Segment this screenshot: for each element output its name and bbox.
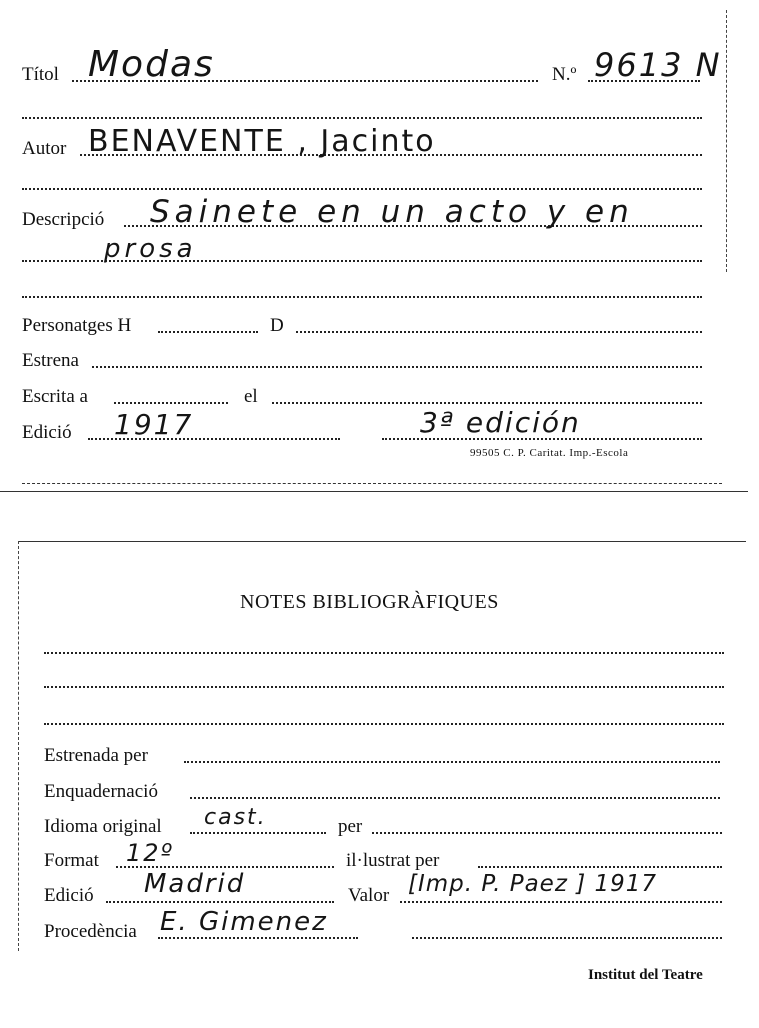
format-value: 12º [126, 839, 174, 867]
catalog-card-back [0, 495, 759, 1028]
idioma-per-label: per [338, 816, 363, 837]
valor-line [400, 901, 722, 903]
catalog-card-front [0, 0, 759, 495]
autor-value: BENAVENTE , Jacinto [88, 124, 436, 159]
estrena-label: Estrena [22, 350, 79, 371]
personatges-d-label: D [270, 315, 284, 336]
escrita-el-line [272, 402, 702, 404]
titol-label: Títol [22, 64, 59, 85]
descripcio-value-2: prosa [104, 234, 197, 264]
escrita-el-label: el [244, 386, 258, 407]
procedencia-value: E. Gimenez [160, 907, 328, 937]
format-label: Format [44, 850, 99, 871]
institution-name: Institut del Teatre [588, 967, 703, 983]
number-label: N.º [552, 64, 577, 85]
estrenada-label: Estrenada per [44, 745, 148, 766]
edicio-label: Edició [22, 422, 72, 443]
personatges-label: Personatges H [22, 315, 132, 336]
idioma-value: cast. [204, 805, 267, 830]
edicio-note: 3ª edición [420, 406, 581, 439]
illustrat-label: il·lustrat per [346, 850, 440, 871]
card2-edicio-label: Edició [44, 885, 94, 906]
blank-line-2 [22, 188, 702, 190]
card2-left-edge [18, 541, 19, 951]
card-bottom-dashes [22, 483, 722, 484]
procedencia-line-right [412, 937, 722, 939]
escrita-a-line [114, 402, 228, 404]
card2-top-edge [18, 541, 746, 542]
printer-imprint: 99505 C. P. Caritat. Imp.-Escola [470, 447, 629, 459]
edicio-value: 1917 [114, 408, 194, 441]
titol-value: Modas [88, 44, 215, 85]
valor-value: [Imp. P. Paez ] 1917 [408, 871, 658, 897]
illustrat-line [478, 866, 722, 868]
personatges-d-line [296, 331, 702, 333]
blank-line-3 [22, 296, 702, 298]
personatges-h-line [158, 331, 258, 333]
blank-line-1 [22, 117, 702, 119]
estrenada-line [184, 761, 720, 763]
escrita-label: Escrita a [22, 386, 88, 407]
descripcio-value-1: Sainete en un acto y en [150, 194, 634, 230]
card-right-edge [726, 10, 727, 272]
idioma-line [190, 832, 326, 834]
enquadernacio-label: Enquadernació [44, 781, 158, 802]
descripcio-label: Descripció [22, 209, 105, 230]
number-value: 9613 N [594, 46, 722, 84]
card2-edicio-value: Madrid [144, 869, 246, 899]
notes-line-3 [44, 723, 724, 725]
idioma-label: Idioma original [44, 816, 162, 837]
procedencia-line [158, 937, 358, 939]
enquadernacio-line [190, 797, 720, 799]
card2-heading: NOTES BIBLIOGRÀFIQUES [240, 591, 499, 613]
estrena-line [92, 366, 702, 368]
notes-line-2 [44, 686, 724, 688]
idioma-per-line [372, 832, 722, 834]
autor-label: Autor [22, 138, 67, 159]
card-bottom-edge [0, 491, 748, 492]
procedencia-label: Procedència [44, 921, 137, 942]
valor-label: Valor [348, 885, 390, 906]
notes-line-1 [44, 652, 724, 654]
card2-edicio-line [106, 901, 334, 903]
